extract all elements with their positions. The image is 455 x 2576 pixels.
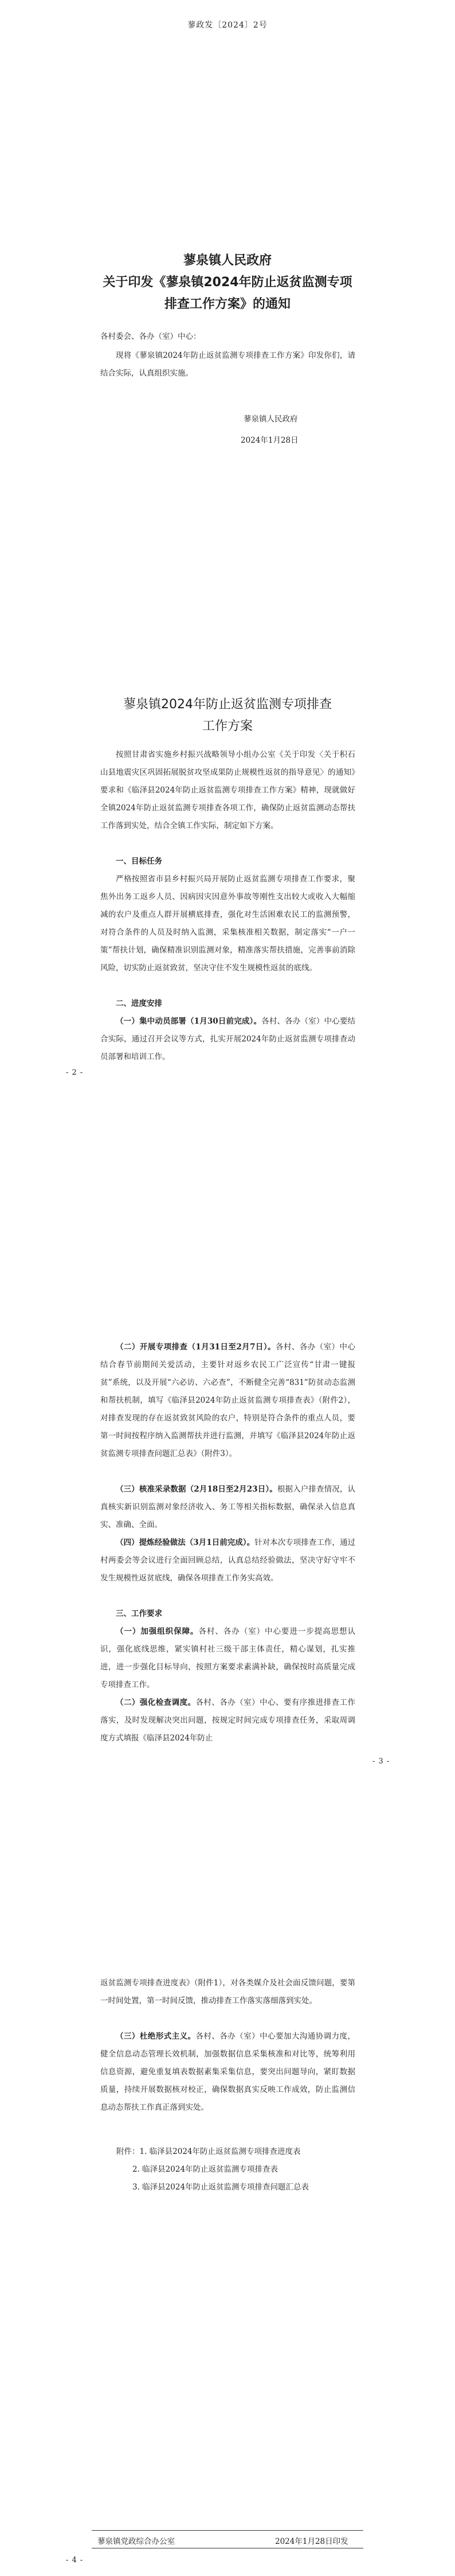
page-number-2: - 2 -: [66, 1068, 84, 1077]
footer-rule-top: [92, 2530, 363, 2531]
plan-title: [86, 694, 369, 737]
requirement-3-title: （三）杜绝形式主义。: [116, 2032, 196, 2041]
requirement-3-body: 各村、各办（室）中心要加大沟通协调力度，健全信息动态管理长效机制，加强数据信息采集核准和对比等，统筹利用信息资源，避免重复填表数据素集采集信息，要突出问题导向，紧盯数据质量，持续开展数据核对校正，确保数据真实反映工作成效，防止监测信息动态帮扶工作真正落到实处。: [100, 2032, 356, 2112]
page-1: [0, 0, 455, 644]
schedule-item-2-title: （二）开展专项排查（1月31日至2月7日）。: [116, 1342, 276, 1352]
schedule-item-2: [100, 1338, 355, 1463]
attachment-1: 1. 临泽县2024年防止返贫监测专项排查进度表: [139, 2147, 301, 2156]
schedule-item-1-body: 各村、各办（室）中心要结合实际，通过召开会议等方式，扎实开展2024年防止返贫监测专项排查动员部署和培训工作。: [100, 1017, 355, 1061]
heading-requirements: 三、工作要求: [116, 1609, 162, 1618]
schedule-item-2-body: 各村、各办（室）中心结合春节前期间关爱活动，主要针对返乡农民工广泛宣传“甘肃一键报贫”系统，以及开展“六必访、六必查”，不断健全完善“831”防贫动态监测和帮扶机制，填写《临泽县2024年防止返贫监测专项排查表》（附件2），对排查发现的存在返贫致贫风险的农户，特别是符合条件的重点人员，要第一时间按程序纳入监测帮扶并进行监测，并填写《临泽县2024年防止返贫监测专项排查问题汇总表》（附件3）。: [100, 1342, 355, 1458]
footer-org: 蓼泉镇党政综合办公室: [97, 2537, 175, 2546]
schedule-item-1: [100, 1013, 355, 1066]
attachment-item: [100, 2179, 364, 2196]
schedule-item-3-title: （三）核准采录数据（2月18日至2月23日）。: [116, 1485, 277, 1494]
notice-title-line2: 关于印发《蓼泉镇2024年防止返贫监测专项: [103, 275, 352, 290]
requirement-2: [100, 1694, 355, 1747]
requirement-1-body: 各村、各办（室）中心要进一步提高思想认识，强化底线思维，紧实镇村社三级干部主体责任，精心谋划，扎实推进，进一步强化目标导向，按照方案要求素满补缺，确保按时高质量完成专项排查工作。: [100, 1627, 356, 1689]
signature-date: 2024年1月28日: [241, 436, 299, 445]
requirement-2-body: 各村、各办（室）中心、要有序推进排查工作落实，及时发现解决突出问题，按规定时间完成专项排查任务，采取周调度方式填报《临泽县2024年防止: [100, 1698, 356, 1743]
attachments: [100, 2143, 364, 2196]
notice-title-line3: 排查工作方案》的通知: [164, 297, 291, 311]
heading-goals: 一、目标任务: [116, 857, 162, 866]
plan-title-line2: 工作方案: [202, 719, 253, 733]
page-2: [0, 644, 455, 1288]
requirement-2-title: （二）强化检查调度。: [116, 1698, 196, 1707]
attachment-item: [100, 2161, 364, 2179]
doc-number: 蓼政发〔2024〕2号: [187, 21, 268, 30]
salutation: 各村委会、各办（室）中心：: [100, 332, 201, 341]
notice-title: [86, 250, 369, 315]
requirement-2-continued: 返贫监测专项排查进度表》（附件1），对各类媒介及社会面反馈问题，要第一时间处置，第一时间反馈，推动排查工作落实落细落到实处。: [100, 1978, 355, 2005]
notice-body: 现将《蓼泉镇2024年防止返贫监测专项排查工作方案》印发你们，请结合实际，认真组织实施。: [100, 351, 355, 378]
signature-org: 蓼泉镇人民政府: [244, 415, 298, 424]
page-number-4: - 4 -: [66, 2556, 84, 2565]
attachment-3: 3. 临泽县2024年防止返贫监测专项排查问题汇总表: [132, 2183, 309, 2192]
plan-title-line1: 蓼泉镇2024年防止返贫监测专项排查: [123, 697, 332, 712]
schedule-item-4-body: 针对本次专项排查工作，通过村两委会等会议进行全面回顾总结，认真总结经验做法，坚决守好守牢不发生规模性返贫底线，确保各项排查工作务实高效。: [100, 1538, 355, 1583]
schedule-item-4-title: （四）提炼经验做法（3月1日前完成）。: [116, 1538, 255, 1547]
schedule-item-3: [100, 1481, 355, 1534]
schedule-item-3-body: 根据入户排查情况，认真核实新识别监测对象经济收入、务工等相关指标数据，确保录入信息真实、准确、全面。: [100, 1485, 356, 1529]
intro-paragraph: 按照甘肃省实施乡村振兴战略领导小组办公室《关于印发〈关于积石山县地震灾区巩固拓展脱贫攻坚成果防止规模性返贫的指导意见〉的通知》要求和《临泽县2024年防止返贫监测专项排查工作方案》精神，现就做好全镇2024年防止返贫监测专项排查各项工作，确保防止返贫监测动态帮扶工作落到实处，结合全镇工作实际，制定如下方案。: [100, 750, 355, 830]
attachment-item: [100, 2143, 364, 2161]
schedule-item-1-title: （一）集中动员部署（1月30日前完成）。: [116, 1017, 262, 1026]
attachment-2: 2. 临泽县2024年防止返贫监测专项排查表: [132, 2165, 279, 2174]
footer-date: 2024年1月28日印发: [275, 2537, 348, 2546]
page-number-3: - 3 -: [372, 1757, 390, 1766]
goal-paragraph: 严格按照省市县乡村振兴局开展防止返贫监测专项排查工作要求，聚焦外出务工返乡人员、因病因灾因意外事故等刚性支出较大或收入大幅缩减的农户及重点人群开展横底排查，强化对生活困难农民工的监测预警，对符合条件的人员及时纳入监测，采集核准相关数据，制定落实“一户一策”帮扶计划，确保精准识别监测对象，精准落实帮扶措施，完善事前消除风险，切实防止返贫致贫，坚决守住不发生规模性返贫的底线。: [100, 875, 355, 973]
requirement-3: [100, 2028, 355, 2117]
page-3: [0, 1288, 455, 1932]
schedule-item-4: [100, 1534, 355, 1587]
notice-title-line1: 蓼泉镇人民政府: [183, 253, 272, 268]
page-4: [0, 1932, 455, 2576]
heading-schedule: 二、进度安排: [116, 999, 162, 1008]
requirement-1: [100, 1623, 355, 1694]
attachments-label: 附件：: [116, 2147, 140, 2156]
requirement-1-title: （一）加强组织保障。: [116, 1627, 199, 1636]
